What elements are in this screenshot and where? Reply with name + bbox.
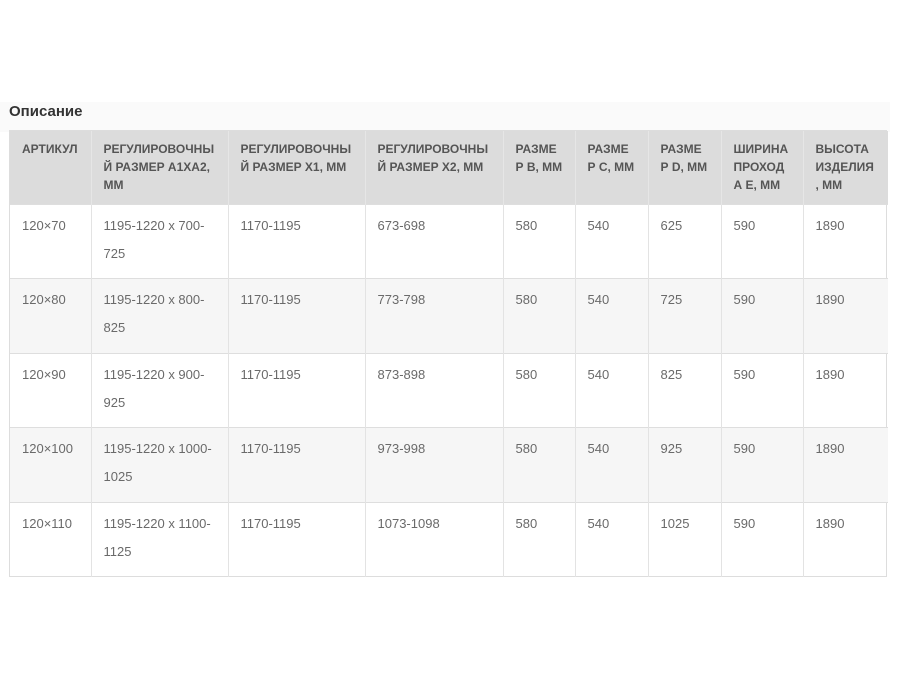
cell-size-d: 625 [648,204,721,279]
header-size-b: РАЗМЕР B, ММ [503,131,575,204]
header-article: АРТИКУЛ [10,131,91,204]
cell-adjust-a1xa2: 1195-1220 x 1100-1125 [91,502,228,577]
cell-adjust-a1xa2: 1195-1220 x 1000-1025 [91,428,228,503]
cell-adjust-x1: 1170-1195 [228,204,365,279]
cell-product-height: 1890 [815,292,845,307]
cell-passage-width-e: 590 [721,502,803,577]
description-title: Описание [9,103,83,120]
cell-size-b: 580 [503,353,575,428]
header-adjust-a1xa2: РЕГУЛИРОВОЧНЫЙ РАЗМЕР A1XA2, ММ [91,131,228,204]
cell-adjust-a1xa2: 1195-1220 x 800-825 [91,279,228,354]
cell-passage-width-e: 590 [721,204,803,279]
description-section-bar [0,102,890,132]
specs-table-container [9,130,887,577]
cell-size-d: 825 [648,353,721,428]
cell-adjust-x1: 1170-1195 [228,428,365,503]
table-row [10,502,888,577]
cell-adjust-a1xa2: 1195-1220 x 900-925 [91,353,228,428]
cell-article: 120×110 [10,502,91,577]
cell-adjust-x1: 1170-1195 [228,353,365,428]
cell-adjust-x2: 673-698 [365,204,503,279]
cell-adjust-x2: 1073-1098 [365,502,503,577]
cell-size-b: 580 [503,204,575,279]
cell-product-height: 1890 [815,441,845,456]
cell-adjust-x2: 973-998 [365,428,503,503]
cell-article: 120×80 [10,279,91,354]
header-size-c: РАЗМЕР C, ММ [575,131,648,204]
cell-size-c: 540 [575,279,648,354]
cell-article: 120×100 [10,428,91,503]
table-row [10,428,888,503]
cell-article: 120×70 [10,204,91,279]
table-row [10,353,888,428]
cell-size-c: 540 [575,502,648,577]
header-product-height: ВЫСОТА ИЗДЕЛИЯ, ММ [815,142,874,192]
cell-adjust-x1: 1170-1195 [228,502,365,577]
cell-size-b: 580 [503,428,575,503]
cell-size-b: 580 [503,279,575,354]
cell-product-height: 1890 [815,515,845,531]
header-adjust-x1: РЕГУЛИРОВОЧНЫЙ РАЗМЕР X1, ММ [228,131,365,204]
cell-size-d: 925 [648,428,721,503]
cell-size-d: 725 [648,279,721,354]
table-row [10,204,888,279]
cell-adjust-x2: 773-798 [365,279,503,354]
cell-product-height: 1890 [815,366,845,382]
table-header-row [10,131,888,204]
header-size-d: РАЗМЕР D, ММ [648,131,721,204]
cell-size-d: 1025 [648,502,721,577]
header-adjust-x2: РЕГУЛИРОВОЧНЫЙ РАЗМЕР X2, ММ [365,131,503,204]
cell-product-height: 1890 [815,217,845,233]
specs-table [10,131,888,577]
header-passage-width-e: ШИРИНА ПРОХОДА E, ММ [721,131,803,204]
cell-size-b: 580 [503,502,575,577]
cell-adjust-x1: 1170-1195 [228,279,365,354]
cell-size-c: 540 [575,353,648,428]
cell-passage-width-e: 590 [721,353,803,428]
cell-size-c: 540 [575,204,648,279]
cell-adjust-x2: 873-898 [365,353,503,428]
cell-passage-width-e: 590 [721,428,803,503]
cell-passage-width-e: 590 [721,279,803,354]
cell-article: 120×90 [10,353,91,428]
table-row [10,279,888,354]
cell-adjust-a1xa2: 1195-1220 x 700-725 [91,204,228,279]
cell-size-c: 540 [575,428,648,503]
